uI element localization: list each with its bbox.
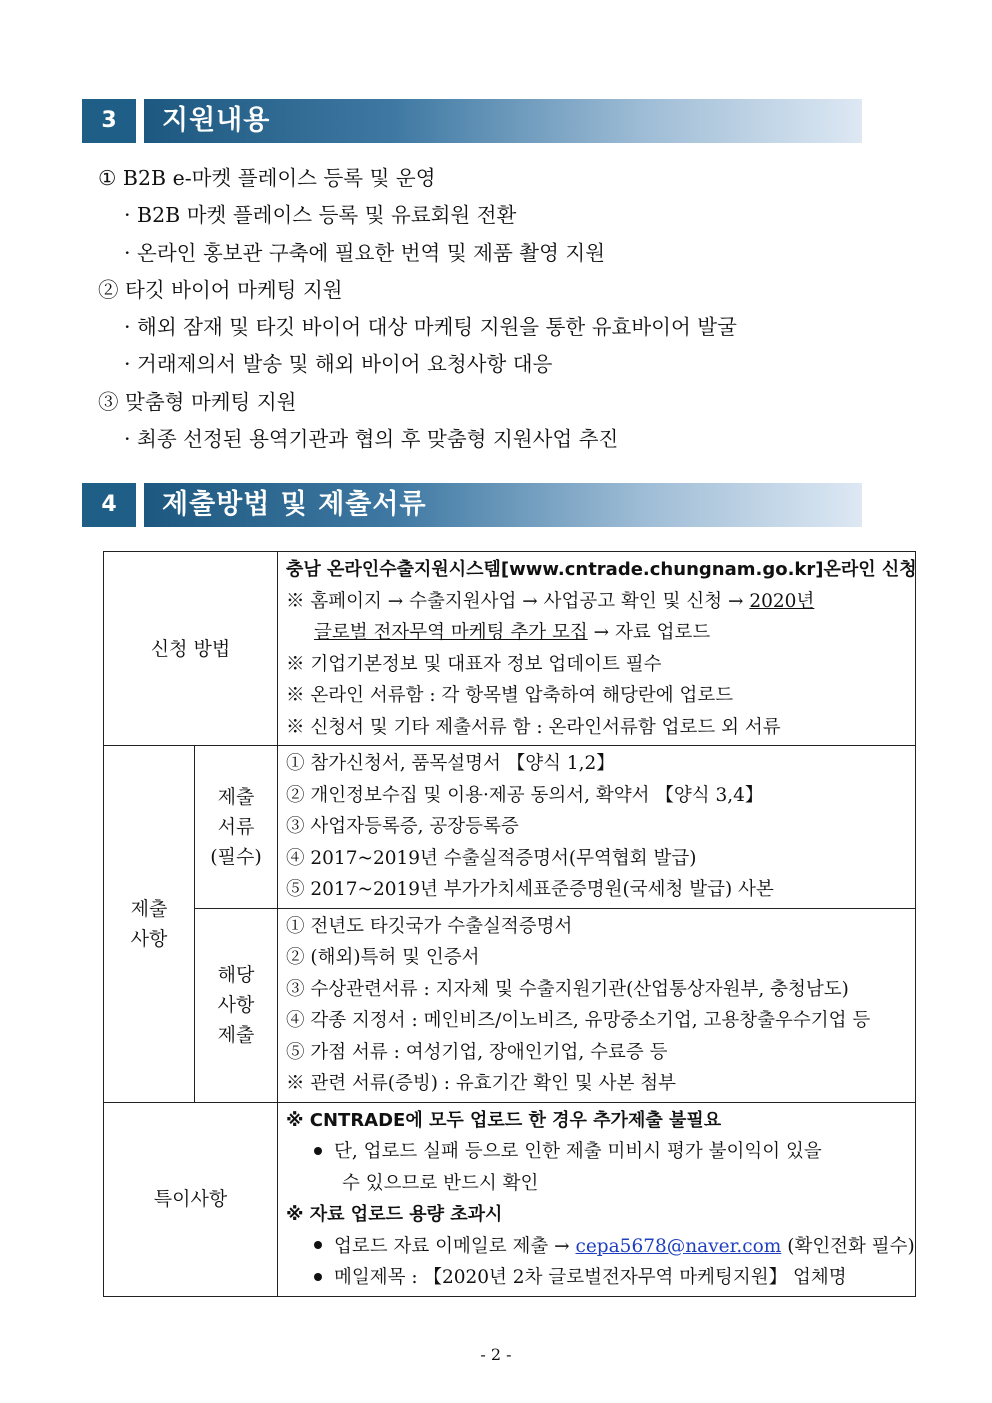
special-bullet: 메일제목 : 【2020년 2차 글로벌전자무역 마케팅지원】 업체명 bbox=[286, 1262, 909, 1294]
special-notes-content bbox=[278, 1102, 916, 1296]
support-items-list bbox=[98, 160, 918, 458]
apply-method-content bbox=[278, 552, 916, 746]
list-item: ③ 맞춤형 마케팅 지원 bbox=[98, 389, 297, 414]
apply-line: ※ 신청서 및 기타 제출서류 함 : 온라인서류함 업로드 외 서류 bbox=[286, 716, 781, 738]
submission-table bbox=[103, 551, 916, 1297]
required-doc-item: ④ 2017~2019년 수출실적증명서(무역협회 발급) bbox=[286, 847, 697, 869]
optional-doc-item: ※ 관련 서류(증빙) : 유효기간 확인 및 사본 첨부 bbox=[286, 1073, 677, 1094]
optional-docs-label: 해당 사항 제출 bbox=[195, 908, 278, 1102]
optional-doc-item: ③ 수상관련서류 : 지자체 및 수출지원기관(산업통상자원부, 충청남도) bbox=[286, 978, 849, 1000]
apply-line: ※ 홈페이지 → 수출지원사업 → 사업공고 확인 및 신청 → 2020년 bbox=[286, 590, 815, 612]
required-doc-item: ① 참가신청서, 품목설명서 【양식 1,2】 bbox=[286, 753, 615, 774]
special-heading: ※ CNTRADE에 모두 업로드 한 경우 추가제출 불필요 bbox=[286, 1109, 722, 1131]
apply-line: 글로벌 전자무역 마케팅 추가 모집 → 자료 업로드 bbox=[314, 622, 711, 643]
list-item: · B2B 마켓 플레이스 등록 및 유료회원 전환 bbox=[124, 203, 517, 228]
apply-line: ※ 기업기본정보 및 대표자 정보 업데이트 필수 bbox=[286, 653, 662, 675]
optional-docs-content bbox=[278, 908, 916, 1102]
list-item: · 거래제의서 발송 및 해외 바이어 요청사항 대응 bbox=[124, 352, 553, 377]
apply-method-label: 신청 방법 bbox=[104, 552, 278, 746]
bullet-icon bbox=[314, 1273, 322, 1281]
special-bullet-cont: 수 있으므로 반드시 확인 bbox=[342, 1172, 539, 1194]
table-row-required bbox=[104, 746, 916, 909]
section-3-header bbox=[82, 99, 862, 143]
table-row-apply bbox=[104, 552, 916, 746]
optional-doc-item: ⑤ 가점 서류 : 여성기업, 장애인기업, 수료증 등 bbox=[286, 1041, 668, 1063]
table-row-special bbox=[104, 1102, 916, 1296]
special-notes-label: 특이사항 bbox=[104, 1102, 278, 1296]
list-item: ② 타깃 바이어 마케팅 지원 bbox=[98, 277, 343, 302]
special-bullet: 단, 업로드 실패 등으로 인한 제출 미비시 평가 불이익이 있을 bbox=[286, 1136, 909, 1168]
special-bullet: 업로드 자료 이메일로 제출 → cepa5678@naver.com (확인전화 필수) bbox=[286, 1231, 909, 1263]
optional-doc-item: ② (해외)특허 및 인증서 bbox=[286, 947, 480, 968]
submit-items-label: 제출 사항 bbox=[104, 746, 195, 1103]
page-number: - 2 - bbox=[480, 1345, 512, 1364]
optional-doc-item: ④ 각종 지정서 : 메인비즈/이노비즈, 유망중소기업, 고용창출우수기업 등 bbox=[286, 1010, 871, 1031]
apply-line: 충남 온라인수출지원시스템[www.cntrade.chungnam.go.kr]온라인 신청 bbox=[286, 559, 917, 580]
required-doc-item: ② 개인정보수집 및 이용·제공 동의서, 확약서 【양식 3,4】 bbox=[286, 784, 764, 806]
required-docs-content bbox=[278, 746, 916, 909]
table-row-optional bbox=[104, 908, 916, 1102]
required-doc-item: ③ 사업자등록증, 공장등록증 bbox=[286, 816, 519, 837]
list-item: · 온라인 홍보관 구축에 필요한 번역 및 제품 촬영 지원 bbox=[124, 240, 606, 265]
section-number: 4 bbox=[82, 483, 136, 527]
list-item: ① B2B e-마켓 플레이스 등록 및 운영 bbox=[98, 166, 436, 190]
bullet-icon bbox=[314, 1241, 322, 1249]
required-doc-item: ⑤ 2017~2019년 부가가치세표준증명원(국세청 발급) 사본 bbox=[286, 879, 774, 900]
required-docs-label: 제출 서류 (필수) bbox=[195, 746, 278, 909]
email-link[interactable]: cepa5678@naver.com bbox=[575, 1235, 782, 1257]
section-title: 지원내용 bbox=[162, 105, 271, 136]
section-title: 제출방법 및 제출서류 bbox=[162, 489, 427, 520]
optional-doc-item: ① 전년도 타깃국가 수출실적증명서 bbox=[286, 915, 573, 937]
bullet-icon bbox=[314, 1147, 322, 1155]
section-number: 3 bbox=[82, 99, 136, 143]
list-item: · 최종 선정된 용역기관과 협의 후 맞춤형 지원사업 추진 bbox=[124, 427, 619, 452]
section-title-bar bbox=[144, 99, 862, 143]
list-item: · 해외 잠재 및 타깃 바이어 대상 마케팅 지원을 통한 유효바이어 발굴 bbox=[124, 315, 737, 340]
special-heading: ※ 자료 업로드 용량 초과시 bbox=[286, 1204, 503, 1225]
apply-line: ※ 온라인 서류함 : 각 항목별 압축하여 해당란에 업로드 bbox=[286, 685, 734, 706]
section-title-bar bbox=[144, 483, 862, 527]
section-4-header bbox=[82, 483, 862, 527]
